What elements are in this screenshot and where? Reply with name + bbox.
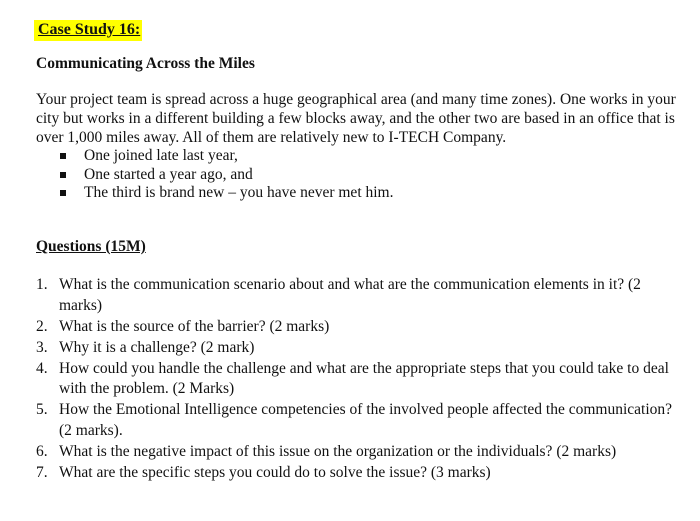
question-number: 1. — [36, 276, 48, 293]
bullet-text: One started a year ago, and — [84, 165, 253, 183]
square-bullet-icon — [60, 190, 66, 196]
question-text: How could you handle the challenge and what are the appropriate steps that you could take to deal with the problem. (2 Marks) — [59, 359, 669, 397]
questions-list — [36, 275, 676, 484]
question-text: Why it is a challenge? (2 mark) — [59, 338, 255, 356]
question-number: 4. — [36, 359, 48, 377]
question-item — [36, 338, 676, 359]
question-number: 5. — [36, 401, 48, 418]
case-subtitle: Communicating Across the Miles — [36, 55, 255, 72]
question-text: What is the communication scenario about and what are the communication elements in it? (2 marks) — [59, 276, 641, 314]
square-bullet-icon — [60, 172, 66, 178]
question-text: How the Emotional Intelligence competencies of the involved people affected the communication? (2 marks). — [59, 401, 673, 439]
list-item — [60, 147, 394, 166]
bullet-text: One joined late last year, — [84, 147, 238, 164]
question-item — [36, 400, 676, 441]
question-text: What is the source of the barrier? (2 marks) — [59, 317, 330, 335]
question-number: 7. — [36, 463, 48, 481]
question-number: 6. — [36, 442, 48, 460]
team-member-list — [60, 147, 394, 203]
question-number: 3. — [36, 338, 48, 356]
list-item — [60, 166, 394, 185]
questions-heading: Questions (15M) — [36, 238, 146, 255]
question-text: What are the specific steps you could do to solve the issue? (3 marks) — [59, 463, 491, 481]
question-item — [36, 275, 676, 316]
question-number: 2. — [36, 317, 48, 335]
question-text: What is the negative impact of this issue on the organization or the individuals? (2 marks) — [59, 442, 617, 460]
scenario-paragraph: Your project team is spread across a huge geographical area (and many time zones). One works in your city but works in a different building a few blocks away, and the other two are based in an office that is over 1,000 miles away. All of them are relatively new to I-TECH Company. — [36, 91, 676, 146]
bullet-text: The third is brand new – you have never met him. — [84, 184, 394, 201]
list-item — [60, 184, 394, 203]
case-study-title: Case Study 16: — [34, 20, 142, 41]
question-item — [36, 442, 676, 463]
question-item — [36, 359, 676, 400]
question-item — [36, 317, 676, 338]
question-item — [36, 463, 676, 484]
square-bullet-icon — [60, 153, 66, 159]
